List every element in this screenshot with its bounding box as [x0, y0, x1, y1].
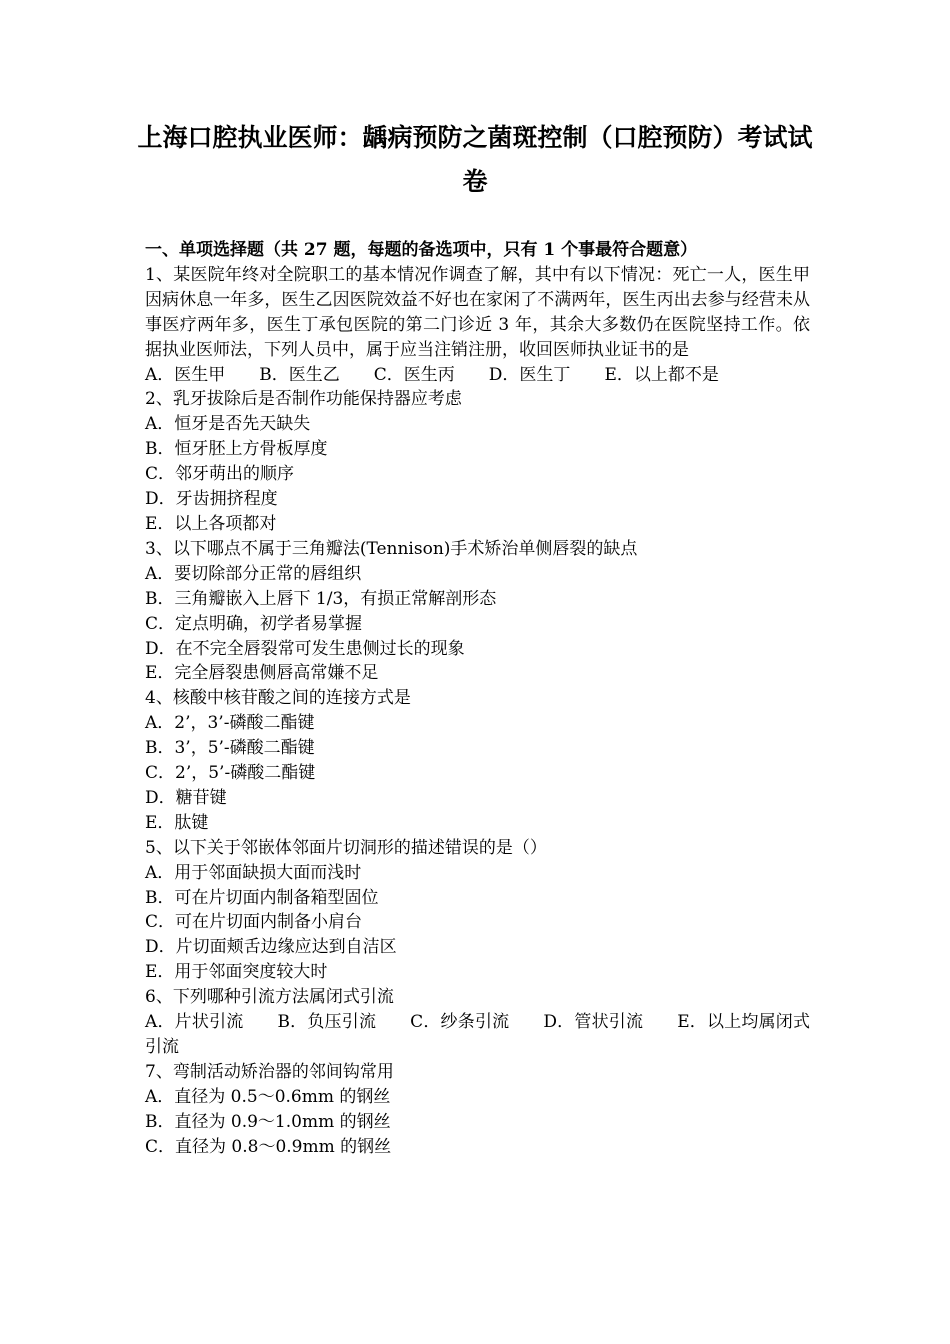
option: C．纱条引流	[410, 1012, 510, 1033]
question-2-stem: 2、乳牙拔除后是否制作功能保持器应考虑	[145, 389, 462, 410]
section-heading: 一、单项选择题（共 27 题，每题的备选项中，只有 1 个事最符合题意）	[145, 240, 698, 260]
option: C．直径为 0.8～0.9mm 的钢丝	[145, 1136, 392, 1157]
question-4-stem: 4、核酸中核苷酸之间的连接方式是	[145, 688, 411, 709]
option: C．定点明确，初学者易掌握	[145, 613, 363, 634]
option: C．2’，5’-磷酸二酯键	[145, 763, 316, 784]
option: A．2’，3’-磷酸二酯键	[145, 713, 315, 734]
option: B．医生乙	[259, 364, 340, 385]
option: A．用于邻面缺损大面而浅时	[145, 862, 362, 883]
option: E．以上都不是	[604, 364, 719, 385]
option: A．片状引流	[145, 1012, 244, 1033]
question-1-stem: 1、某医院年终对全院职工的基本情况作调查了解，其中有以下情况：死亡一人，医生甲因病休息一年多，医生乙因医院效益不好也在家闲了不满两年，医生丙出去参与经营未从事医疗两年多，医生丁承包医院的第二门诊近 3 年，其余大多数仍在医院坚持工作。依据执业医师法，下列人员中，属于应当注销注册，收回医师执业证书的是	[145, 264, 810, 360]
option: D．医生丁	[488, 364, 571, 385]
option: B．3’，5’-磷酸二酯键	[145, 738, 315, 759]
option: D．片切面颊舌边缘应达到自洁区	[145, 937, 397, 958]
option: E．以上均属闭式引流	[145, 1012, 810, 1057]
option: A．直径为 0.5～0.6mm 的钢丝	[145, 1086, 391, 1107]
option: E．以上各项都对	[145, 513, 277, 534]
option: D．糖苷键	[145, 787, 227, 808]
option: E．完全唇裂患侧唇高常嫌不足	[145, 663, 379, 684]
option: D．管状引流	[543, 1012, 644, 1033]
document-title: 上海口腔执业医师：龋病预防之菌斑控制（口腔预防）考试试卷	[137, 123, 813, 196]
option: B．直径为 0.9～1.0mm 的钢丝	[145, 1111, 391, 1132]
option: A．医生甲	[145, 364, 226, 385]
option: E．用于邻面突度较大时	[145, 962, 328, 983]
option: E．肽键	[145, 812, 209, 833]
option: D．牙齿拥挤程度	[145, 489, 278, 510]
question-6-stem: 6、下列哪种引流方法属闭式引流	[145, 987, 394, 1008]
option: D．在不完全唇裂常可发生患侧过长的现象	[145, 638, 465, 659]
option: A．恒牙是否先天缺失	[145, 414, 311, 435]
document-page	[137, 116, 813, 1160]
question-5-stem: 5、以下关于邻嵌体邻面片切洞形的描述错误的是（）	[145, 837, 547, 858]
question-1-options	[145, 363, 810, 388]
option: B．负压引流	[277, 1012, 377, 1033]
option: B．可在片切面内制备箱型固位	[145, 887, 379, 908]
option: A．要切除部分正常的唇组织	[145, 563, 362, 584]
option: B．三角瓣嵌入上唇下 1/3，有损正常解剖形态	[145, 588, 497, 609]
question-3-stem: 3、以下哪点不属于三角瓣法(Tennison)手术矫治单侧唇裂的缺点	[145, 538, 638, 559]
option: C．邻牙萌出的顺序	[145, 464, 295, 485]
option: C．医生丙	[373, 364, 455, 385]
option: C．可在片切面内制备小肩台	[145, 912, 363, 933]
question-6-options	[145, 1010, 810, 1060]
option: B．恒牙胚上方骨板厚度	[145, 439, 328, 460]
question-7-stem: 7、弯制活动矫治器的邻间钩常用	[145, 1061, 394, 1082]
